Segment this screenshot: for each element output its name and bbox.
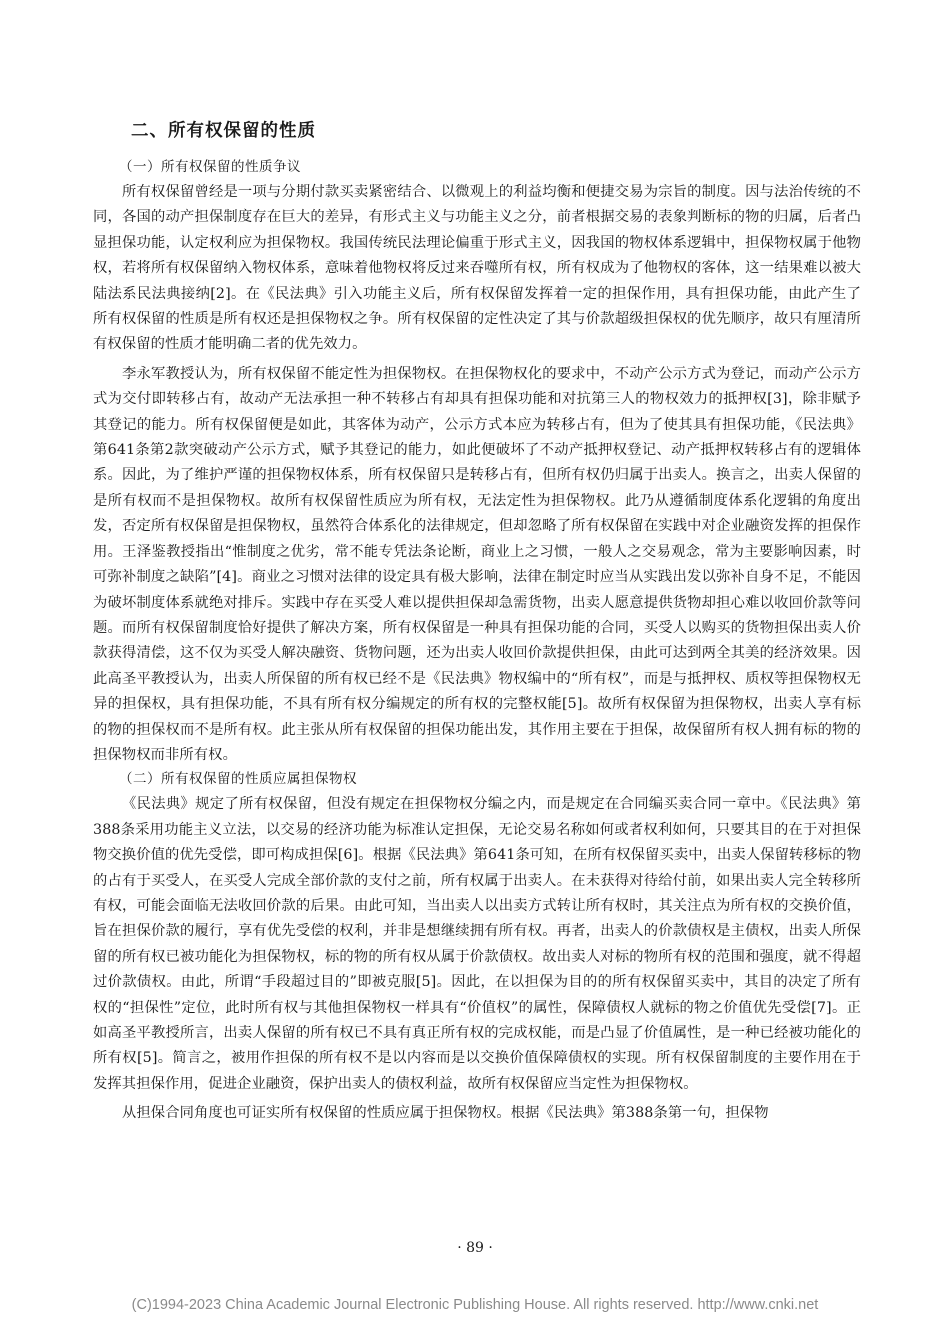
section-title: 二、所有权保留的性质 xyxy=(131,121,316,141)
article-body xyxy=(93,120,861,1127)
paragraph-1: 所有权保留曾经是一项与分期付款买卖紧密结合、以微观上的利益均衡和便捷交易为宗旨的制度。因与法治传统的不同，各国的动产担保制度存在巨大的差异，有形式主义与功能主义之分，前者根据交易的表象判断标的物的归属，后者凸显担保功能，认定权利应为担保物权。我国传统民法理论偏重于形式主义，因我国的物权体系逻辑中，担保物权属于他物权，若将所有权保留纳入物权体系，意味着他物权将反过来吞噬所有权，所有权成为了他物权的客体，这一结果难以被大陆法系民法典接纳[2]。在《民法典》引入功能主义后，所有权保留发挥着一定的担保作用，具有担保功能，由此产生了所有权保留的性质是所有权还是担保物权之争。所有权保留的定性决定了其与价款超级担保权的优先顺序，故只有厘清所有权保留的性质才能明确二者的优先效力。 xyxy=(93,184,861,353)
subsection-title-1: （一）所有权保留的性质争议 xyxy=(119,159,301,175)
paragraph-2: 李永军教授认为，所有权保留不能定性为担保物权。在担保物权化的要求中，不动产公示方式为登记，而动产公示方式为交付即转移占有，故动产无法承担一种不转移占有却具有担保功能和对抗第三人的物权效力的抵押权[3]，除非赋予其登记的能力。所有权保留便是如此，其客体为动产，公示方式本应为转移占有，但为了使其具有担保功能，《民法典》第641条第2款突破动产公示方式，赋予其登记的能力，如此便破坏了不动产抵押权登记、动产抵押权转移占有的逻辑体系。因此，为了维护严谨的担保物权体系，所有权保留只是转移占有，但所有权仍归属于出卖人。换言之，出卖人保留的是所有权而不是担保物权。故所有权保留性质应为所有权，无法定性为担保物权。此乃从遵循制度体系化逻辑的角度出发，否定所有权保留是担保物权，虽然符合体系化的法律规定，但却忽略了所有权保留在实践中对企业融资发挥的担保作用。王泽鉴教授指出“惟制度之优劣，常不能专凭法条论断，商业上之习惯，一般人之交易观念，常为主要影响因素，时可弥补制度之缺陷”[4]。商业之习惯对法律的设定具有极大影响，法律在制定时应当从实践出发以弥补自身不足，不能因为破坏制度体系就绝对排斥。实践中存在买受人难以提供担保却急需货物，出卖人愿意提供货物却担心难以收回价款等问题。而所有权保留制度恰好提供了解决方案，所有权保留是一种具有担保功能的合同，买受人以购买的货物担保出卖人价款获得清偿，这不仅为买受人解决融资、货物问题，还为出卖人收回价款提供担保，由此可达到两全其美的经济效果。因此高圣平教授认为，出卖人所保留的所有权已经不是《民法典》物权编中的“所有权”，而是与抵押权、质权等担保物权无异的担保权，具有担保功能，不具有所有权分编规定的所有权的完整权能[5]。故所有权保留为担保物权，出卖人享有标的物的担保权而不是所有权。此主张从所有权保留的担保功能出发，其作用主要在于担保，故保留所有权人拥有标的物的担保物权而非所有权。 xyxy=(93,365,861,763)
paragraph-4: 从担保合同角度也可证实所有权保留的性质应属于担保物权。根据《民法典》第388条第一句，担保物 xyxy=(122,1105,769,1122)
subsection-title-2: （二）所有权保留的性质应属担保物权 xyxy=(119,771,357,788)
page-number: · 89 · xyxy=(457,1240,493,1256)
copyright-footer: (C)1994-2023 China Academic Journal Electronic Publishing House. All rights reserved. http://www.cnki.net xyxy=(131,1297,819,1313)
paragraph-3: 《民法典》规定了所有权保留，但没有规定在担保物权分编之内，而是规定在合同编买卖合同一章中。《民法典》第388条采用功能主义立法，以交易的经济功能为标准认定担保，无论交易名称如何或者权利如何，只要其目的在于对担保物交换价值的优先受偿，即可构成担保[6]。根据《民法典》第641条可知，在所有权保留买卖中，出卖人保留转移标的物的占有于买受人，在买受人完成全部价款的支付之前，所有权属于出卖人。在未获得对待给付前，如果出卖人完全转移所有权，可能会面临无法收回价款的后果。由此可知，当出卖人以出卖方式转让所有权时，其关注点为所有权的交换价值，旨在担保价款的履行，享有优先受偿的权利，并非是想继续拥有所有权。再者，出卖人的价款债权是主债权，出卖人所保留的所有权已被功能化为担保物权，标的物的所有权从属于价款债权。故出卖人对标的物所有权的范围和强度，就不得超过价款债权。由此，所谓“手段超过目的”即被克服[5]。因此，在以担保为目的的所有权保留买卖中，其目的决定了所有权的“担保性”定位，此时所有权与其他担保物权一样具有“价值权”的属性，保障债权人就标的物之价值优先受偿[7]。正如高圣平教授所言，出卖人保留的所有权已不具有真正所有权的完成权能，而是凸显了价值属性，是一种已经被功能化的所有权[5]。简言之，被用作担保的所有权不是以内容而是以交换价值保障债权的实现。所有权保留制度的主要作用在于发挥其担保作用，促进企业融资，保护出卖人的债权利益，故所有权保留应当定性为担保物权。 xyxy=(93,796,861,1092)
